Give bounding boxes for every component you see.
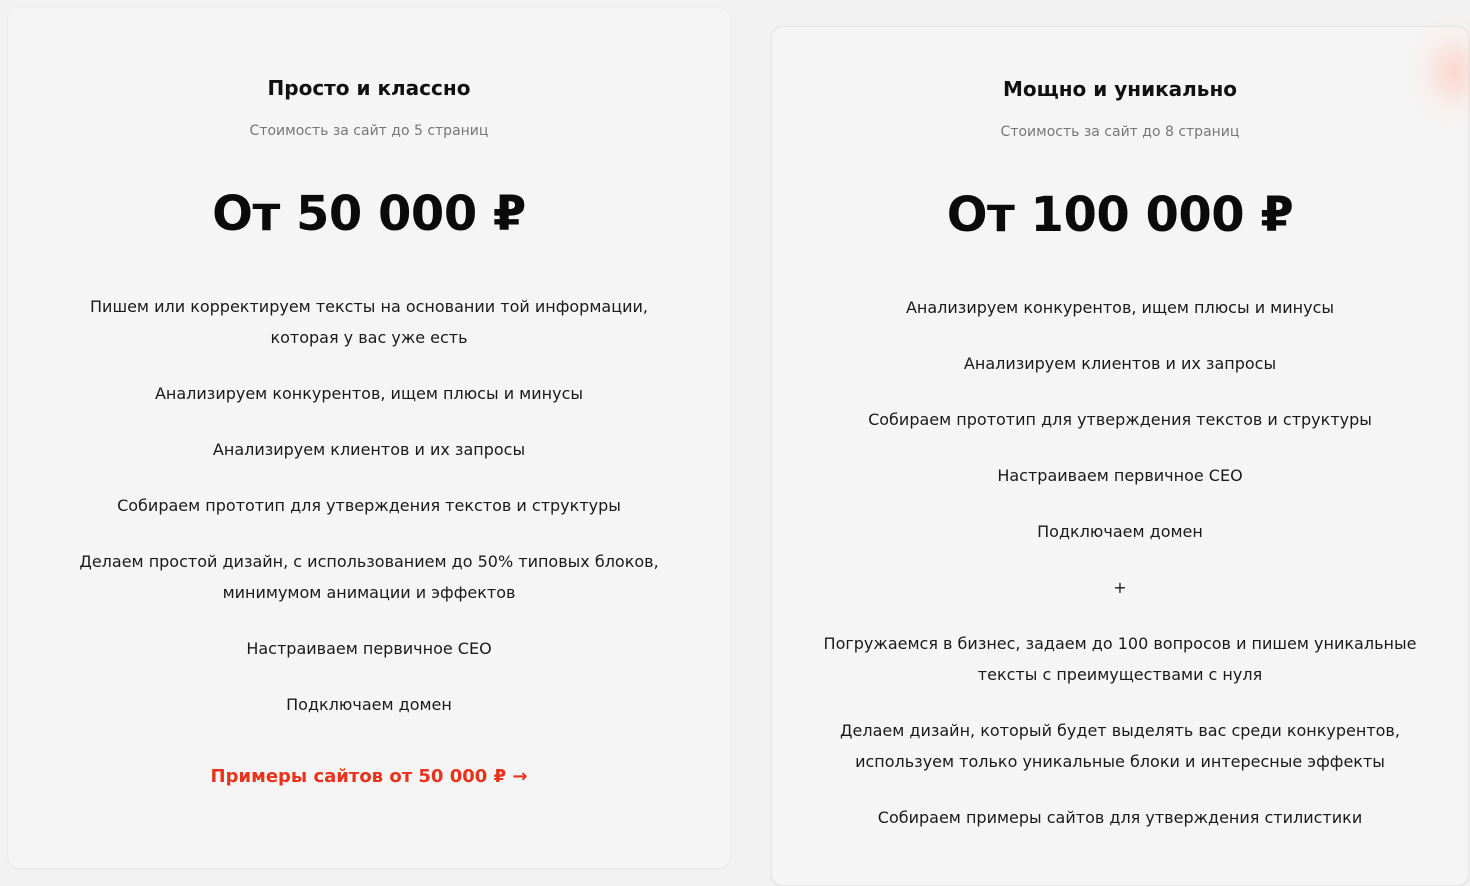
feature-item: Настраиваем первичное СЕО — [997, 466, 1243, 485]
feature-item: Анализируем конкурентов, ищем плюсы и минусы — [905, 298, 1335, 317]
feature-list — [58, 291, 680, 745]
feature-list — [812, 292, 1428, 858]
plan-title: Мощно и уникально — [1002, 77, 1238, 101]
feature-item: Делаем простой дизайн, с использованием до 50% типовых блоков, минимумом анимации и эффектов — [79, 552, 659, 602]
feature-item: Пишем или корректируем тексты на основании той информации, которая у вас уже есть — [90, 297, 648, 347]
examples-link[interactable]: Примеры сайтов от 50 000 ₽ → — [210, 766, 528, 787]
feature-item: Погружаемся в бизнес, задаем до 100 вопросов и пишем уникальные тексты с преимуществами с нуля — [823, 634, 1417, 684]
decorative-glow — [1408, 17, 1470, 127]
feature-item: Собираем прототип для утверждения текстов и структуры — [868, 410, 1372, 429]
plan-price: От 100 000 ₽ — [946, 187, 1294, 243]
feature-item: Собираем прототип для утверждения текстов и структуры — [117, 496, 621, 515]
feature-item: Собираем примеры сайтов для утверждения стилистики — [877, 808, 1363, 827]
feature-separator: + — [1113, 578, 1127, 597]
pricing-card-unique — [771, 26, 1469, 886]
feature-item: Подключаем домен — [1037, 522, 1203, 541]
pricing-card-simple — [8, 8, 730, 868]
plan-subtitle: Стоимость за сайт до 8 страниц — [1000, 124, 1240, 140]
feature-item: Делаем дизайн, который будет выделять вас среди конкурентов, используем только уникальные блоки и интересные эффекты — [840, 721, 1400, 771]
feature-item: Анализируем клиентов и их запросы — [212, 440, 526, 459]
plan-title: Просто и классно — [267, 76, 471, 100]
feature-item: Подключаем домен — [286, 695, 452, 714]
feature-item: Анализируем конкурентов, ищем плюсы и минусы — [154, 384, 584, 403]
feature-item: Анализируем клиентов и их запросы — [963, 354, 1277, 373]
feature-item: Настраиваем первичное СЕО — [246, 639, 492, 658]
plan-price: От 50 000 ₽ — [212, 186, 526, 242]
plan-subtitle: Стоимость за сайт до 5 страниц — [249, 123, 489, 139]
